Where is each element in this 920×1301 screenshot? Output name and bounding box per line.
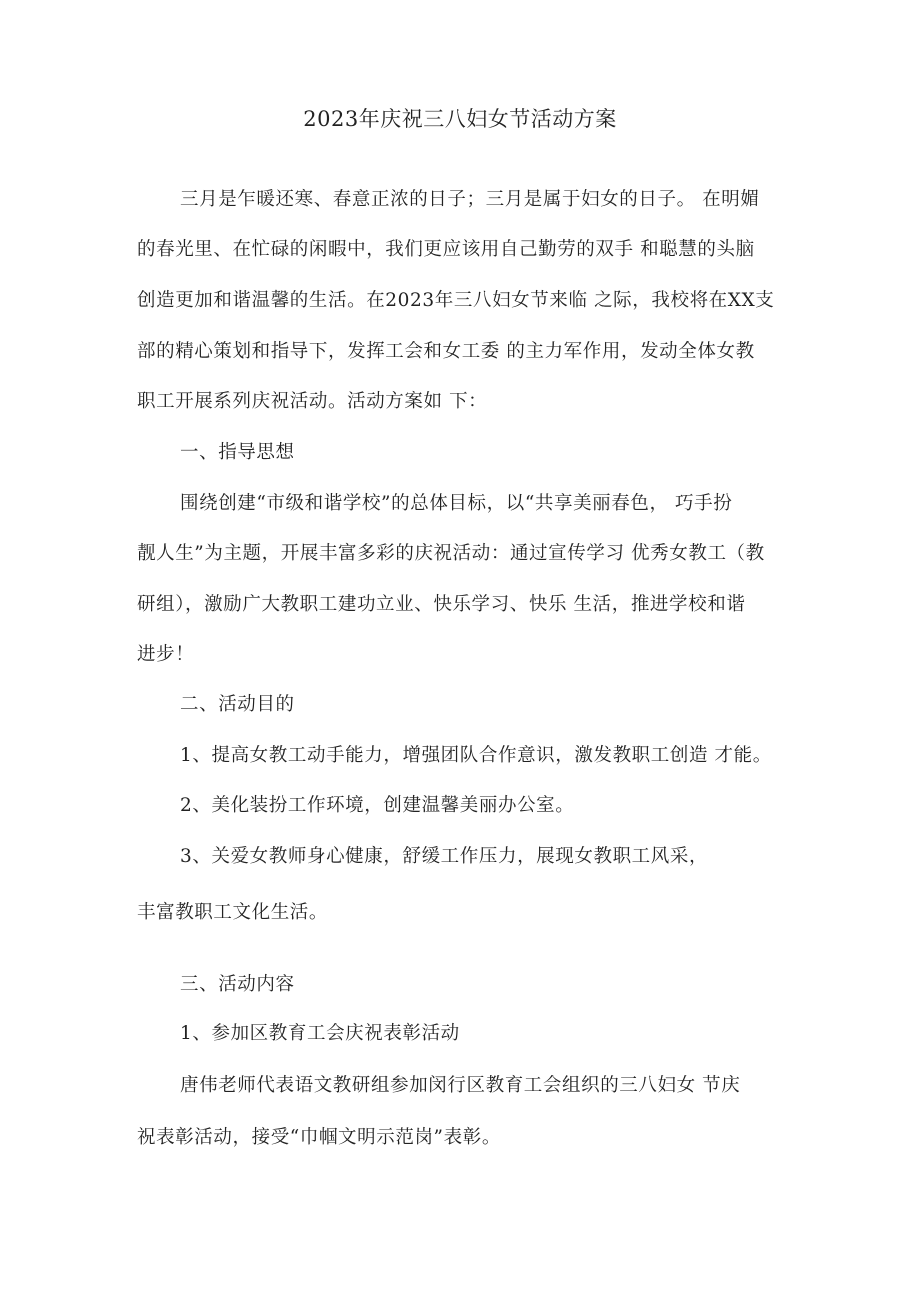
paragraph-line: 的春光里、在忙碌的闲暇中，我们更应该用自己勤劳的双手 和聪慧的头脑	[137, 239, 755, 260]
list-item-continuation: 丰富教职工文化生活。	[137, 902, 329, 923]
paragraph-line: 祝表彰活动，接受“巾帼文明示范岗”表彰。	[137, 1127, 501, 1148]
list-item: 3、关爱女教师身心健康，舒缓工作压力，展现女教职工风采，	[180, 846, 709, 867]
section-heading: 三、活动内容	[180, 974, 295, 995]
paragraph-line: 职工开展系列庆祝活动。活动方案如 下：	[137, 391, 488, 412]
paragraph-line: 进步！	[137, 644, 195, 665]
paragraph-line: 唐伟老师代表语文教研组参加闵行区教育工会组织的三八妇女 节庆	[180, 1075, 741, 1096]
paragraph-line: 研组），激励广大教职工建功立业、快乐学习、快乐 生活，推进学校和谐	[137, 594, 746, 615]
document-title: 2023年庆祝三八妇女节活动方案	[303, 107, 617, 131]
paragraph-line: 部的精心策划和指导下，发挥工会和女工委 的主力军作用，发动全体女教	[137, 341, 755, 362]
paragraph-line: 三月是乍暖还寒、春意正浓的日子；三月是属于妇女的日子。 在明媚	[180, 189, 760, 210]
section-heading: 二、活动目的	[180, 694, 295, 715]
paragraph-line: 创造更加和谐温馨的生活。在2023年三八妇女节来临 之际，我校将在XX支	[137, 290, 775, 311]
section-heading: 一、指导思想	[180, 442, 295, 463]
list-item: 2、美化装扮工作环境，创建温馨美丽办公室。	[180, 795, 575, 816]
subsection-heading: 1、参加区教育工会庆祝表彰活动	[180, 1023, 460, 1044]
paragraph-line: 围绕创建“市级和谐学校”的总体目标，以“共享美丽春色， 巧手扮	[180, 493, 733, 514]
paragraph-line: 靓人生”为主题，开展丰富多彩的庆祝活动：通过宣传学习 优秀女教工（教	[137, 543, 765, 564]
list-item: 1、提高女教工动手能力，增强团队合作意识，激发教职工创造 才能。	[180, 745, 772, 766]
